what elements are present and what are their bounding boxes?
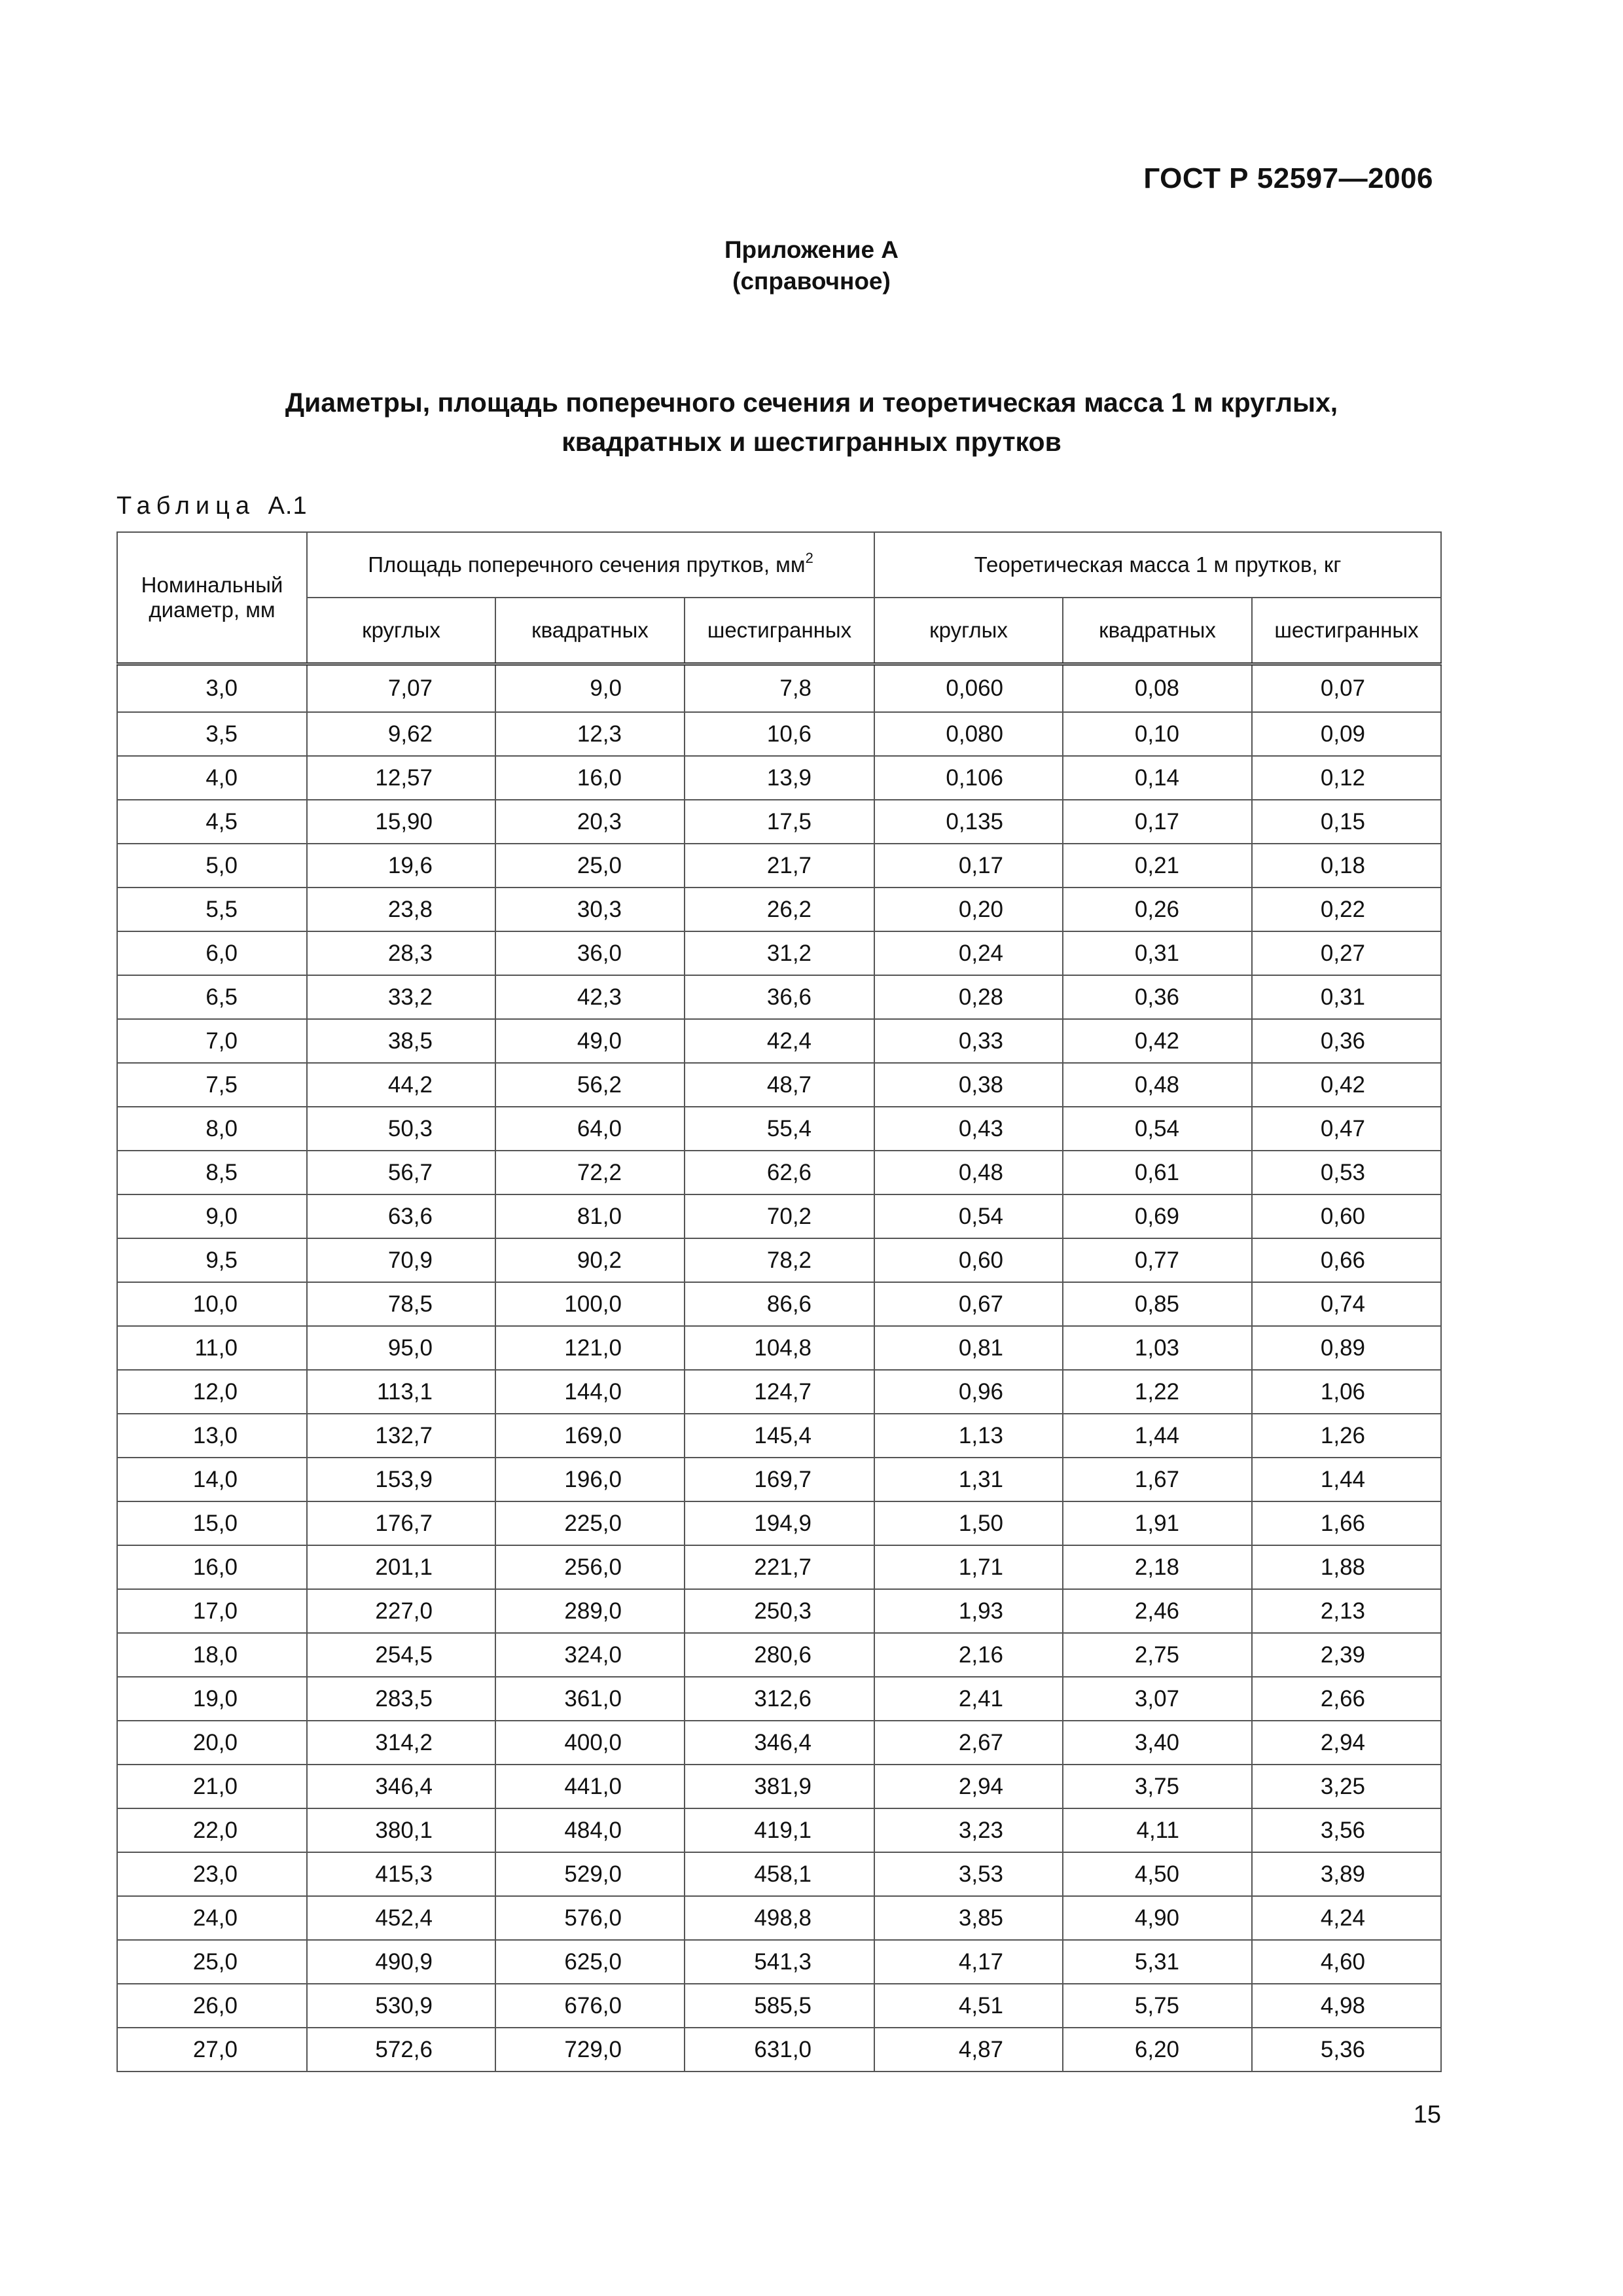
table-cell: 2,18 [1063,1545,1252,1589]
header-mass-round: круглых [874,598,1063,664]
table-cell: 121,0 [495,1326,685,1370]
table-cell: 530,9 [307,1984,495,2028]
table-cell: 2,75 [1063,1633,1252,1677]
table-cell: 36,0 [495,931,685,975]
table-row [117,975,1441,1019]
table-cell: 0,74 [1252,1282,1441,1326]
table-cell: 227,0 [307,1589,495,1633]
table-cell: 1,31 [874,1458,1063,1501]
table-row [117,1107,1441,1151]
table-cell: 0,18 [1252,844,1441,888]
table-cell: 7,0 [117,1019,307,1063]
table-cell: 441,0 [495,1765,685,1808]
table-cell: 0,20 [874,888,1063,931]
table-cell: 2,46 [1063,1589,1252,1633]
table-cell: 21,0 [117,1765,307,1808]
table-row [117,1238,1441,1282]
table-cell: 5,0 [117,844,307,888]
table-cell: 7,5 [117,1063,307,1107]
table-cell: 3,07 [1063,1677,1252,1721]
table-cell: 3,5 [117,712,307,756]
table-cell: 169,0 [495,1414,685,1458]
appendix-heading [0,234,1623,297]
table-cell: 9,5 [117,1238,307,1282]
header-area-group-sup: 2 [805,550,813,566]
table-cell: 3,75 [1063,1765,1252,1808]
table-cell: 0,69 [1063,1194,1252,1238]
table-cell: 1,66 [1252,1501,1441,1545]
table-cell: 0,28 [874,975,1063,1019]
table-cell: 0,48 [1063,1063,1252,1107]
table-row [117,712,1441,756]
table-cell: 22,0 [117,1808,307,1852]
table-cell: 201,1 [307,1545,495,1589]
table-cell: 5,75 [1063,1984,1252,2028]
table-row [117,1940,1441,1984]
table-cell: 3,89 [1252,1852,1441,1896]
table-cell: 78,2 [685,1238,874,1282]
table-cell: 15,0 [117,1501,307,1545]
table-cell: 145,4 [685,1414,874,1458]
table-cell: 12,0 [117,1370,307,1414]
table-cell: 28,3 [307,931,495,975]
table-row [117,1458,1441,1501]
table-cell: 70,2 [685,1194,874,1238]
table-cell: 20,3 [495,800,685,844]
table-cell: 25,0 [117,1940,307,1984]
table-cell: 2,39 [1252,1633,1441,1677]
table-row [117,1194,1441,1238]
table-cell: 8,5 [117,1151,307,1194]
table-row [117,1019,1441,1063]
table-cell: 314,2 [307,1721,495,1765]
table-body [117,664,1441,2072]
page-title-line-1: Диаметры, площадь поперечного сечения и теоретическая масса 1 м круглых, [285,387,1338,418]
table-cell: 415,3 [307,1852,495,1896]
table-cell: 13,9 [685,756,874,800]
table-cell: 31,2 [685,931,874,975]
table-cell: 11,0 [117,1326,307,1370]
table-cell: 26,2 [685,888,874,931]
table-header [117,532,1441,664]
table-cell: 0,31 [1063,931,1252,975]
table-cell: 2,16 [874,1633,1063,1677]
table-cell: 0,09 [1252,712,1441,756]
table-cell: 0,42 [1063,1019,1252,1063]
table-row [117,2028,1441,2072]
table-cell: 4,50 [1063,1852,1252,1896]
table-cell: 78,5 [307,1282,495,1326]
header-mass-group: Теоретическая масса 1 м прутков, кг [874,532,1441,598]
table-cell: 0,33 [874,1019,1063,1063]
table-cell: 100,0 [495,1282,685,1326]
table-cell: 194,9 [685,1501,874,1545]
page-title-line-2: квадратных и шестигранных прутков [562,427,1061,457]
table-cell: 1,67 [1063,1458,1252,1501]
table-cell: 1,50 [874,1501,1063,1545]
table-cell: 62,6 [685,1151,874,1194]
table-cell: 0,96 [874,1370,1063,1414]
table-cell: 4,98 [1252,1984,1441,2028]
table-cell: 48,7 [685,1063,874,1107]
table-cell: 169,7 [685,1458,874,1501]
table-cell: 1,44 [1063,1414,1252,1458]
table-cell: 0,48 [874,1151,1063,1194]
table-cell: 0,10 [1063,712,1252,756]
table-cell: 1,71 [874,1545,1063,1589]
table-cell: 5,5 [117,888,307,931]
table-cell: 86,6 [685,1282,874,1326]
header-area-hexagonal: шестигранных [685,598,874,664]
table-row [117,1151,1441,1194]
table-row [117,1633,1441,1677]
table-cell: 541,3 [685,1940,874,1984]
table-cell: 153,9 [307,1458,495,1501]
page-title [0,383,1623,461]
table-cell: 0,31 [1252,975,1441,1019]
table-cell: 289,0 [495,1589,685,1633]
table-cell: 254,5 [307,1633,495,1677]
table-cell: 17,0 [117,1589,307,1633]
table-cell: 0,54 [1063,1107,1252,1151]
table-cell: 49,0 [495,1019,685,1063]
table-cell: 72,2 [495,1151,685,1194]
table-cell: 9,0 [117,1194,307,1238]
table-cell: 0,060 [874,664,1063,713]
table-cell: 17,5 [685,800,874,844]
appendix-subtitle: (справочное) [732,268,891,295]
table-cell: 2,67 [874,1721,1063,1765]
table-cell: 2,94 [874,1765,1063,1808]
table-row [117,1721,1441,1765]
table-cell: 346,4 [307,1765,495,1808]
table-cell: 1,93 [874,1589,1063,1633]
table-cell: 24,0 [117,1896,307,1940]
table-cell: 631,0 [685,2028,874,2072]
table-row [117,1501,1441,1545]
table-cell: 7,07 [307,664,495,713]
table-cell: 0,07 [1252,664,1441,713]
table-cell: 90,2 [495,1238,685,1282]
table-cell: 25,0 [495,844,685,888]
table-cell: 9,62 [307,712,495,756]
table-cell: 0,22 [1252,888,1441,931]
table-row [117,1984,1441,2028]
table-cell: 2,41 [874,1677,1063,1721]
table-cell: 0,85 [1063,1282,1252,1326]
table-cell: 3,25 [1252,1765,1441,1808]
table-cell: 283,5 [307,1677,495,1721]
table-row [117,1589,1441,1633]
table-cell: 27,0 [117,2028,307,2072]
table-caption [116,492,308,520]
table-cell: 0,12 [1252,756,1441,800]
table-cell: 324,0 [495,1633,685,1677]
table-row [117,931,1441,975]
table-cell: 346,4 [685,1721,874,1765]
header-area-group-text: Площадь поперечного сечения прутков, мм [368,552,806,577]
table-cell: 225,0 [495,1501,685,1545]
table-cell: 676,0 [495,1984,685,2028]
table-row [117,1808,1441,1852]
table-cell: 1,03 [1063,1326,1252,1370]
table-cell: 4,24 [1252,1896,1441,1940]
table-cell: 6,0 [117,931,307,975]
table-cell: 10,0 [117,1282,307,1326]
header-mass-square: квадратных [1063,598,1252,664]
table-cell: 14,0 [117,1458,307,1501]
table-cell: 15,90 [307,800,495,844]
bar-dimensions-table [116,531,1442,2072]
table-cell: 0,15 [1252,800,1441,844]
table-cell: 0,080 [874,712,1063,756]
table-cell: 0,53 [1252,1151,1441,1194]
table-cell: 0,38 [874,1063,1063,1107]
table-cell: 585,5 [685,1984,874,2028]
table-cell: 12,57 [307,756,495,800]
table-cell: 380,1 [307,1808,495,1852]
table-row [117,1326,1441,1370]
table-cell: 0,135 [874,800,1063,844]
table-cell: 19,6 [307,844,495,888]
table-cell: 2,13 [1252,1589,1441,1633]
table-cell: 400,0 [495,1721,685,1765]
table-cell: 1,44 [1252,1458,1441,1501]
table-cell: 38,5 [307,1019,495,1063]
appendix-title: Приложение А [724,236,899,263]
table-row [117,844,1441,888]
table-cell: 0,26 [1063,888,1252,931]
document-code: ГОСТ Р 52597—2006 [1143,162,1433,194]
table-header-row-2 [117,598,1441,664]
table-cell: 19,0 [117,1677,307,1721]
table-cell: 0,24 [874,931,1063,975]
table-cell: 4,60 [1252,1940,1441,1984]
table-cell: 4,51 [874,1984,1063,2028]
table-cell: 0,60 [874,1238,1063,1282]
table-cell: 280,6 [685,1633,874,1677]
table-cell: 113,1 [307,1370,495,1414]
table-caption-label: Таблица [116,492,255,520]
table-cell: 8,0 [117,1107,307,1151]
table-row [117,800,1441,844]
table-cell: 484,0 [495,1808,685,1852]
table-cell: 4,87 [874,2028,1063,2072]
table-cell: 529,0 [495,1852,685,1896]
table-cell: 42,3 [495,975,685,1019]
table-cell: 18,0 [117,1633,307,1677]
table-row [117,1063,1441,1107]
table-cell: 312,6 [685,1677,874,1721]
table-cell: 1,88 [1252,1545,1441,1589]
table-cell: 5,31 [1063,1940,1252,1984]
table-cell: 4,17 [874,1940,1063,1984]
header-area-group [307,532,874,598]
table-cell: 132,7 [307,1414,495,1458]
table-row [117,888,1441,931]
table-row [117,756,1441,800]
table-cell: 12,3 [495,712,685,756]
table-cell: 2,66 [1252,1677,1441,1721]
table-cell: 124,7 [685,1370,874,1414]
table-cell: 1,22 [1063,1370,1252,1414]
table-cell: 16,0 [495,756,685,800]
table-cell: 0,36 [1252,1019,1441,1063]
table-cell: 1,13 [874,1414,1063,1458]
table-cell: 3,85 [874,1896,1063,1940]
table-cell: 0,60 [1252,1194,1441,1238]
table-cell: 33,2 [307,975,495,1019]
table-row [117,1282,1441,1326]
table-cell: 729,0 [495,2028,685,2072]
table-cell: 0,77 [1063,1238,1252,1282]
table-cell: 381,9 [685,1765,874,1808]
table-cell: 104,8 [685,1326,874,1370]
table-cell: 144,0 [495,1370,685,1414]
header-mass-hexagonal: шестигранных [1252,598,1441,664]
table-caption-number: А.1 [268,492,308,520]
table-row [117,1852,1441,1896]
table-cell: 50,3 [307,1107,495,1151]
table-cell: 64,0 [495,1107,685,1151]
table-cell: 26,0 [117,1984,307,2028]
table-cell: 3,40 [1063,1721,1252,1765]
table-row [117,1677,1441,1721]
table-cell: 0,67 [874,1282,1063,1326]
table-cell: 0,42 [1252,1063,1441,1107]
table-cell: 572,6 [307,2028,495,2072]
table-cell: 256,0 [495,1545,685,1589]
table-cell: 1,91 [1063,1501,1252,1545]
table-cell: 0,47 [1252,1107,1441,1151]
table-cell: 30,3 [495,888,685,931]
table-cell: 3,23 [874,1808,1063,1852]
table-row [117,1765,1441,1808]
table-cell: 7,8 [685,664,874,713]
table-cell: 1,26 [1252,1414,1441,1458]
table-row [117,1896,1441,1940]
table-cell: 196,0 [495,1458,685,1501]
table-cell: 576,0 [495,1896,685,1940]
header-area-square: квадратных [495,598,685,664]
table-cell: 0,08 [1063,664,1252,713]
table-cell: 498,8 [685,1896,874,1940]
header-diameter: Номинальный диаметр, мм [117,532,307,664]
table-cell: 10,6 [685,712,874,756]
table-cell: 0,21 [1063,844,1252,888]
table-cell: 55,4 [685,1107,874,1151]
table-cell: 452,4 [307,1896,495,1940]
table-cell: 9,0 [495,664,685,713]
table-cell: 13,0 [117,1414,307,1458]
table-cell: 0,27 [1252,931,1441,975]
table-cell: 2,94 [1252,1721,1441,1765]
table-cell: 4,0 [117,756,307,800]
table-cell: 6,20 [1063,2028,1252,2072]
table-row [117,664,1441,713]
table-cell: 0,17 [874,844,1063,888]
table-cell: 3,56 [1252,1808,1441,1852]
table-cell: 4,11 [1063,1808,1252,1852]
table-cell: 0,89 [1252,1326,1441,1370]
table-cell: 490,9 [307,1940,495,1984]
table-cell: 63,6 [307,1194,495,1238]
table-cell: 0,17 [1063,800,1252,844]
table-cell: 23,8 [307,888,495,931]
table-cell: 23,0 [117,1852,307,1896]
table-cell: 21,7 [685,844,874,888]
table-cell: 20,0 [117,1721,307,1765]
table-cell: 16,0 [117,1545,307,1589]
table-cell: 4,90 [1063,1896,1252,1940]
table-cell: 5,36 [1252,2028,1441,2072]
table-cell: 0,61 [1063,1151,1252,1194]
table-cell: 42,4 [685,1019,874,1063]
table-cell: 361,0 [495,1677,685,1721]
table-row [117,1545,1441,1589]
table-cell: 3,0 [117,664,307,713]
table-cell: 0,36 [1063,975,1252,1019]
page-number: 15 [1413,2101,1441,2128]
table-cell: 56,7 [307,1151,495,1194]
table-cell: 70,9 [307,1238,495,1282]
table-row [117,1414,1441,1458]
table-row [117,1370,1441,1414]
table-cell: 221,7 [685,1545,874,1589]
table-cell: 176,7 [307,1501,495,1545]
table-cell: 0,66 [1252,1238,1441,1282]
table-cell: 250,3 [685,1589,874,1633]
table-cell: 6,5 [117,975,307,1019]
header-area-round: круглых [307,598,495,664]
table-cell: 0,43 [874,1107,1063,1151]
table-cell: 81,0 [495,1194,685,1238]
table-cell: 44,2 [307,1063,495,1107]
table-cell: 3,53 [874,1852,1063,1896]
table-cell: 56,2 [495,1063,685,1107]
table-cell: 419,1 [685,1808,874,1852]
table-header-row-1 [117,532,1441,598]
table-cell: 36,6 [685,975,874,1019]
table-cell: 0,14 [1063,756,1252,800]
table-cell: 0,54 [874,1194,1063,1238]
table-cell: 0,106 [874,756,1063,800]
table-cell: 458,1 [685,1852,874,1896]
table-cell: 0,81 [874,1326,1063,1370]
table-cell: 1,06 [1252,1370,1441,1414]
table-cell: 95,0 [307,1326,495,1370]
table-cell: 625,0 [495,1940,685,1984]
table-cell: 4,5 [117,800,307,844]
